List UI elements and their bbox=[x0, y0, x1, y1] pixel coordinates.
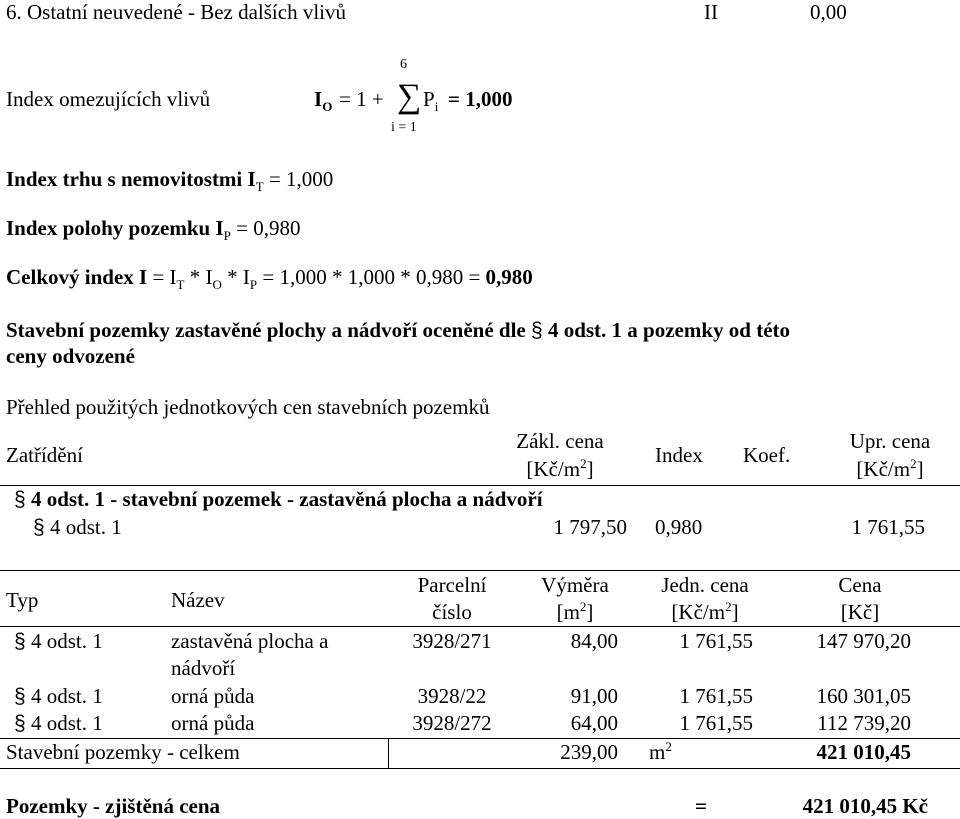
parcely-h-typ: Typ bbox=[6, 588, 39, 612]
parcely-row-3-cislo: 3928/272 bbox=[412, 711, 492, 735]
parcely-top-rule bbox=[0, 570, 960, 571]
section-sign-icon: § bbox=[531, 319, 543, 342]
prehled-row-index: 0,980 bbox=[655, 515, 703, 539]
parcely-total-top-rule bbox=[0, 738, 960, 739]
parcely-row-2-typ: § 4 odst. 1 bbox=[14, 684, 103, 708]
prehled-header-rule bbox=[0, 485, 960, 486]
parcely-total-label: Stavební pozemky - celkem bbox=[6, 740, 240, 764]
parcely-h-nazev: Název bbox=[171, 588, 225, 612]
omezujici-label: Index omezujících vlivů bbox=[6, 87, 211, 111]
prehled-h-zatrideni: Zatřídění bbox=[6, 443, 83, 467]
parcely-row-2-cislo: 3928/22 bbox=[417, 684, 487, 708]
parcely-row-1-nazev: zastavěná plocha a bbox=[171, 629, 329, 653]
omezujici-symbol: $I_O$ bbox=[314, 87, 333, 114]
parcely-h-parcelni: Parcelní bbox=[417, 573, 487, 597]
prehled-h-zakl: Zákl. cena bbox=[516, 429, 604, 453]
parcely-h-vymera: Výměra bbox=[541, 573, 609, 597]
poloha-line: Index polohy pozemku $I_P = 0,980$ bbox=[6, 216, 301, 243]
parcely-row-3-vymera: 64,00 bbox=[570, 711, 618, 735]
parcely-header-rule bbox=[0, 626, 960, 627]
parcely-h-cena: Cena bbox=[838, 573, 882, 597]
section-sign-icon: § bbox=[14, 712, 26, 735]
parcely-h-vymera-unit: $[m^2]$ bbox=[556, 599, 594, 624]
prehled-group: § 4 odst. 1 - stavební pozemek - zastavěná plocha a nádvoří bbox=[14, 487, 543, 511]
section-sign-icon: § bbox=[33, 516, 45, 539]
section-sign-icon: § bbox=[14, 685, 26, 708]
parcely-total-vymera: 239,00 bbox=[560, 740, 618, 764]
parcely-h-jedn-unit: $[Kč/m^2]$ bbox=[671, 599, 739, 624]
final-eq: = bbox=[695, 794, 707, 818]
sum-icon: ∑ bbox=[397, 78, 422, 115]
prehled-row-zatrideni: § 4 odst. 1 bbox=[33, 515, 122, 539]
prehled-h-upr-unit: $[Kč/m^2]$ bbox=[856, 456, 924, 481]
omezujici-eq: = 1 + bbox=[339, 87, 384, 111]
prehled-h-koef: Koef. bbox=[743, 443, 791, 467]
parcely-total-bottom-rule bbox=[0, 768, 960, 769]
prehled-h-index: Index bbox=[655, 443, 703, 467]
parcely-row-1-typ: § 4 odst. 1 bbox=[14, 629, 103, 653]
prehled-h-zakl-unit: $[Kč/m^2]$ bbox=[526, 456, 594, 481]
celkovy-line: Celkový index $I = I_T * I_O * I_P = 1,000 * 1,000 * 0,980 = 0,980$ bbox=[6, 265, 533, 292]
final-label: Pozemky - zjištěná cena bbox=[6, 794, 221, 818]
final-value: 421 010,45 Kč bbox=[802, 794, 928, 818]
parcely-h-jedn: Jedn. cena bbox=[661, 573, 749, 597]
parcely-row-1-cislo: 3928/271 bbox=[412, 629, 492, 653]
parcely-row-2-cena: 160 301,05 bbox=[816, 684, 911, 708]
parcely-row-3-nazev: orná půda bbox=[171, 711, 255, 735]
section-sign-icon: § bbox=[14, 488, 26, 511]
parcely-row-2-vymera: 91,00 bbox=[570, 684, 618, 708]
omezujici-p: $P_i$ bbox=[423, 87, 439, 114]
parcely-row-1-cena: 147 970,20 bbox=[816, 629, 911, 653]
omezujici-result: = 1,000 bbox=[448, 87, 513, 111]
parcely-row-3-typ: § 4 odst. 1 bbox=[14, 711, 103, 735]
parcely-total-cena: 421 010,45 bbox=[816, 740, 911, 764]
parcely-total-unit: $m^2$ bbox=[649, 739, 672, 764]
sum-lower-bound: i = 1 bbox=[391, 120, 417, 135]
parcely-row-3-cena: 112 739,20 bbox=[817, 711, 911, 735]
parcely-total-divider bbox=[388, 738, 389, 768]
parcely-h-cena-unit: [Kč] bbox=[840, 600, 880, 624]
section-6-label: 6. Ostatní neuvedené - Bez dalších vlivů bbox=[6, 0, 346, 24]
parcely-row-2-jedn: 1 761,55 bbox=[679, 684, 753, 708]
section-sign-icon: § bbox=[14, 630, 26, 653]
section-6-value: 0,00 bbox=[810, 0, 847, 24]
prehled-h-upr: Upr. cena bbox=[849, 429, 931, 453]
parcely-row-3-jedn: 1 761,55 bbox=[679, 711, 753, 735]
parcely-h-cislo: číslo bbox=[432, 600, 472, 624]
parcely-row-1-jedn: 1 761,55 bbox=[679, 629, 753, 653]
prehled-row-zakl: 1 797,50 bbox=[553, 515, 627, 539]
parcely-row-1-vymera: 84,00 bbox=[570, 629, 618, 653]
stavebni-heading-line2: ceny odvozené bbox=[6, 344, 135, 368]
prehled-title: Přehled použitých jednotkových cen stavebních pozemků bbox=[6, 395, 490, 419]
parcely-row-1-nazev-2: nádvoří bbox=[171, 656, 236, 680]
trh-line: Index trhu s nemovitostmi $I_T = 1,000$ bbox=[6, 167, 334, 194]
section-6-class: II bbox=[704, 0, 718, 24]
stavebni-heading: Stavební pozemky zastavěné plochy a nádvoří oceněné dle § 4 odst. 1 a pozemky od této bbox=[6, 318, 791, 342]
parcely-row-2-nazev: orná půda bbox=[171, 684, 255, 708]
sum-upper-bound: 6 bbox=[400, 57, 407, 72]
prehled-row-upr: 1 761,55 bbox=[851, 515, 925, 539]
